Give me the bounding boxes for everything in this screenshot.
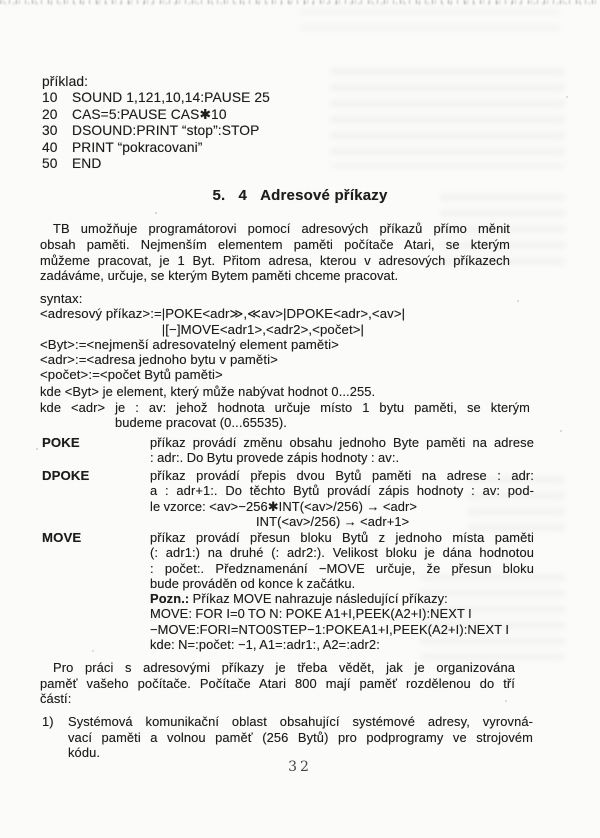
line-number: 10	[42, 90, 58, 106]
code-line	[42, 107, 270, 123]
show-through-smudge	[330, 68, 565, 168]
line-number: 40	[42, 139, 58, 155]
code-line	[42, 156, 270, 172]
command-description	[150, 435, 534, 466]
description-line: : adr:. Do Bytu provede zápis hodnoty : av:.	[150, 450, 400, 466]
kde-line: kde <adr> je : av: jehož hodnota určuje místo 1 bytu paměti, se kterým	[40, 399, 530, 415]
formula-line: INT(<av>/256) → <adr+1>	[256, 513, 410, 529]
list-item-number: 1)	[42, 714, 54, 729]
line-number: 30	[42, 123, 58, 139]
note-label: Pozn.:	[150, 591, 190, 607]
scan-noise-dots	[0, 0, 2, 2]
section-heading: 5. 4 Adresové příkazy	[212, 187, 388, 204]
syntax-rule: <Byt>:=<nejmenší adresovatelný element paměti>	[40, 336, 339, 352]
kde-line-continuation: budeme pracovat (0...65535).	[115, 415, 287, 431]
code-text: PRINT “pokracovani”	[72, 139, 203, 155]
page-number: 32	[288, 759, 312, 775]
command-term: POKE	[42, 435, 80, 450]
code-text: END	[72, 156, 102, 172]
description-line: le vzorce: <av>−256✱INT(<av>/256) → <adr>	[150, 498, 418, 514]
syntax-lhs: <adresový příkaz>:=	[40, 306, 162, 322]
memory-organization-paragraph	[40, 660, 515, 707]
code-text: DSOUND:PRINT “stop”:STOP	[72, 123, 260, 139]
description-line: (: adr1:) na druhé (: adr2:). Velikost bloku je dána hodnotou	[150, 545, 534, 561]
syntax-rhs	[162, 306, 405, 337]
code-line	[42, 123, 270, 139]
list-item-body	[68, 714, 533, 761]
description-line: příkaz provádí změnu obsahu jednoho Byte paměti na adrese	[150, 435, 534, 450]
list-item-line: Systémová komunikační oblast obsahující systémové adresy, vyrovná-	[68, 714, 533, 729]
syntax-rule: <adr>:=<adresa jednoho bytu v paměti>	[40, 352, 278, 368]
paragraph-line: obsah paměti. Nejmenším elementem paměti počítače Atari, se kterým	[40, 236, 510, 252]
description-line: příkaz provádí přesun bloku Bytů z jednoho místa paměti	[150, 530, 534, 545]
move-code-line: kde: N=:počet: −1, A1=:adr1:, A2=:adr2:	[150, 637, 380, 653]
move-code-line: −MOVE:FORI=NTO0STEP−1:POKEA1+I,PEEK(A2+I):NEXT I	[150, 621, 510, 637]
description-line: příkaz provádí přepis dvou Bytů paměti na adrese : adr:	[150, 468, 534, 483]
basic-example-listing	[42, 74, 270, 172]
syntax-label: syntax:	[40, 291, 83, 306]
command-description	[150, 530, 534, 652]
paragraph-line: můžeme pracovat, je 1 Byt. Přitom adresa, kterou v adresových příkazech	[40, 252, 510, 268]
paragraph-line: paměť vašeho počítače. Počítače Atari 800 mají paměť rozdělenou do tří	[40, 675, 515, 691]
note-text: Příkaz MOVE nahrazuje následující příkazy:	[189, 591, 448, 607]
numbered-list-item	[42, 714, 533, 761]
command-description	[150, 468, 534, 529]
syntax-rhs-line: |POKE<adr≫,≪av>|DPOKE<adr>,<av>|	[161, 306, 406, 322]
paragraph-line: částí:	[40, 691, 72, 707]
description-line: a : adr+1:. Do těchto Bytů provádí zápis hodnoty : av: pod-	[150, 483, 534, 499]
kde-line: kde <Byt> je element, který může nabývat hodnot 0...255.	[40, 384, 376, 399]
syntax-definition	[40, 306, 405, 337]
syntax-rhs-line: |[−]MOVE<adr1>,<adr2>,<počet>|	[161, 321, 365, 337]
example-label: příklad:	[42, 74, 89, 89]
line-number: 50	[42, 156, 58, 172]
syntax-block	[40, 291, 405, 383]
line-number: 20	[42, 106, 58, 122]
scan-edge-speckle-2	[0, 2, 600, 5]
paragraph-line: TB umožňuje programátorovi pomocí adresových příkazů přímo měnit	[53, 221, 510, 236]
list-item-line: kódu.	[68, 745, 101, 761]
show-through-smudge	[300, 8, 560, 34]
paragraph-line: Pro práci s adresovými příkazy je třeba vědět, jak je organizována	[53, 660, 515, 675]
intro-paragraph	[40, 221, 510, 284]
command-entry-dpoke	[42, 468, 534, 529]
syntax-rule: <počet>:=<počet Bytů paměti>	[40, 367, 223, 383]
note-line	[150, 591, 534, 606]
description-line: : počet:. Předznamenání −MOVE určuje, že přesun bloku	[150, 560, 534, 576]
command-term: MOVE	[42, 530, 82, 545]
command-entry-poke	[42, 435, 534, 466]
move-code-line: MOVE: FOR I=0 TO N: POKE A1+I,PEEK(A2+I):NEXT I	[150, 606, 472, 622]
description-line: bude prováděn od konce k začátku.	[150, 575, 356, 591]
command-entry-move	[42, 530, 534, 652]
code-text: CAS=5:PAUSE CAS✱10	[72, 106, 227, 122]
paragraph-line: zadáváme, určuje, se kterým Bytem paměti chceme pracovat.	[40, 268, 399, 284]
command-term: DPOKE	[42, 468, 90, 483]
list-item-line: vací paměti a volnou paměť (256 Bytů) pro podprogramy ve strojovém	[68, 729, 533, 745]
code-line	[42, 90, 270, 106]
kde-notes	[40, 384, 530, 431]
code-line	[42, 140, 270, 156]
code-text: SOUND 1,121,10,14:PAUSE 25	[72, 90, 270, 106]
